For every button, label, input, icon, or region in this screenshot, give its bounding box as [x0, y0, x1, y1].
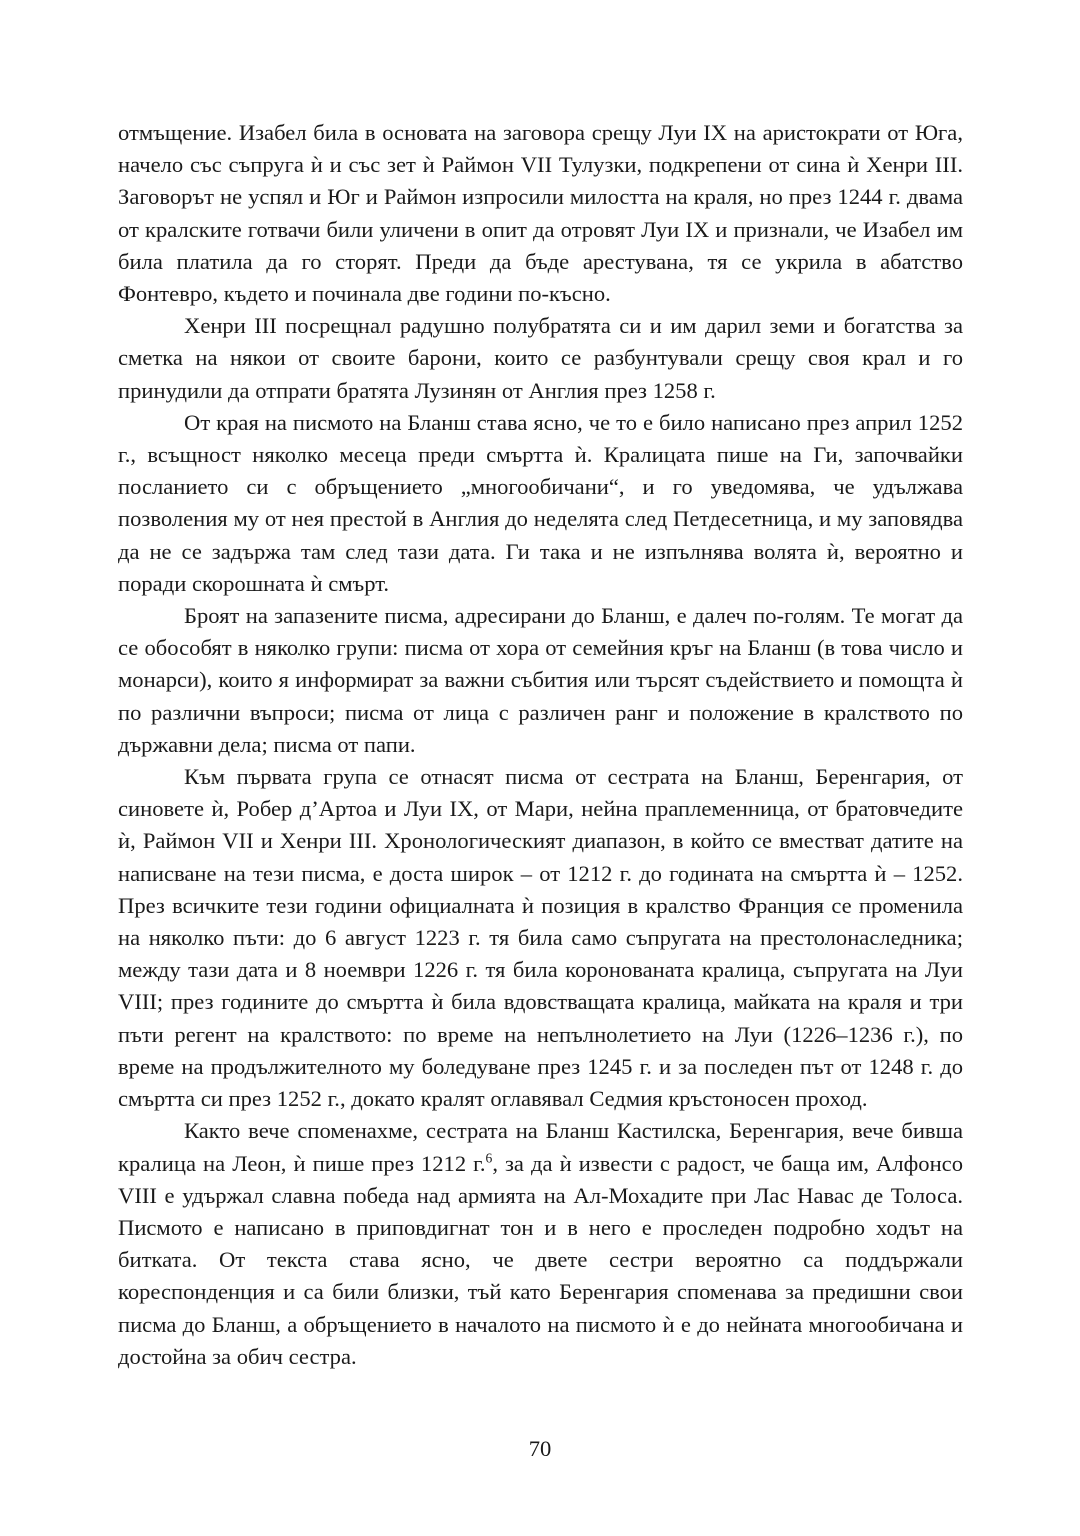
footnote-marker: 6 [485, 1149, 493, 1165]
page-number: 70 [528, 1436, 552, 1461]
paragraph-2: Хенри III посрещнал радушно полубратята си и им дарил земи и богатства за сметка на някои от своите барони, които се разбунтували срещу своя крал и го принудили да отпрати братята Лузинян от Англия през 1258 г. [118, 313, 963, 403]
paragraph-6-text-before: Както вече споменахме, сестрата на Бланш Кастилска, Беренгария, вече бивша кралица на Леон, ѝ пише през 1212 г. [118, 1118, 963, 1176]
paragraph-5: Към първата група се отнасят писма от сестрата на Бланш, Беренгария, от синовете ѝ, Робер д’Артоа и Луи IX, от Мари, нейна праплеменница, от братовчедите ѝ, Раймон VII и Хенри III. Хронологическият диапазон, в който се вместват датите на написване на тези писма, е доста широк – от 1212 г. до годината на смъртта ѝ – 1252. През всичките тези години официалната ѝ позиция в кралство Франция се променила на няколко пъти: до 6 август 1223 г. тя била само съпругата на престолонаследника; между тази дата и 8 ноември 1226 г. тя била коронованата кралица, съпругата на Луи VIII; през годините до смъртта ѝ била вдовстващата кралица, майката на краля и три пъти регент на кралството: по време на непълнолетието на Луи (1226–1236 г.), по време на продължителното му боледуване през 1245 г. и за последен път от 1248 г. до смъртта си през 1252 г., докато кралят оглавявал Седмия кръстоносен проход. [118, 764, 963, 1112]
page-body [118, 117, 963, 1373]
paragraph-3: От края на писмото на Бланш става ясно, че то е било написано през април 1252 г., всъщност няколко месеца преди смъртта ѝ. Кралицата пише на Ги, започвайки посланието си с обръщението „многообичани“, и го уведомява, че удължава позволения му от нея престой в Англия до неделята след Петдесетница, и му заповядва да не се задържа там след тази дата. Ги така и не изпълнява волята ѝ, вероятно и поради скорошната ѝ смърт. [118, 409, 963, 596]
paragraph-1: отмъщение. Изабел била в основата на заговора срещу Луи IX на аристократи от Юга, начело със съпруга ѝ и със зет ѝ Раймон VII Тулузки, подкрепени от сина ѝ Хенри III. Заговорът не успял и Юг и Раймон изпросили милостта на краля, но през 1244 г. двама от кралските готвачи били уличени в опит да отровят Луи IX и признали, че Изабел им била платила да го сторят. Преди да бъде арестувана, тя се укрила в абатство Фонтевро, където и починала две години по-късно. [118, 120, 963, 307]
paragraph-4: Броят на запазените писма, адресирани до Бланш, е далеч по-голям. Те могат да се обособят в няколко групи: писма от хора от семейния кръг на Бланш (в това число и монарси), които я информират за важни събития или търсят съдействието и помощта ѝ по различни въпроси; писма от лица с различен ранг и положение в кралството по държавни дела; писма от папи. [118, 603, 963, 757]
paragraph-6 [118, 1115, 963, 1373]
paragraph-6-text-after: , за да ѝ извести с радост, че баща им, Алфонсо VIII е удържал славна победа над армията на Ал-Мохадите при Лас Навас де Толоса. Писмото е написано в приповдигнат тон и в него е проследен подробно ходът на битката. От текста става ясно, че двете сестри вероятно са поддържали кореспонденция и са били близки, тъй като Беренгария споменава за предишни свои писма до Бланш, а обръщението в началото на писмото ѝ е до нейната многообичана и достойна за обич сестра. [118, 1150, 964, 1369]
